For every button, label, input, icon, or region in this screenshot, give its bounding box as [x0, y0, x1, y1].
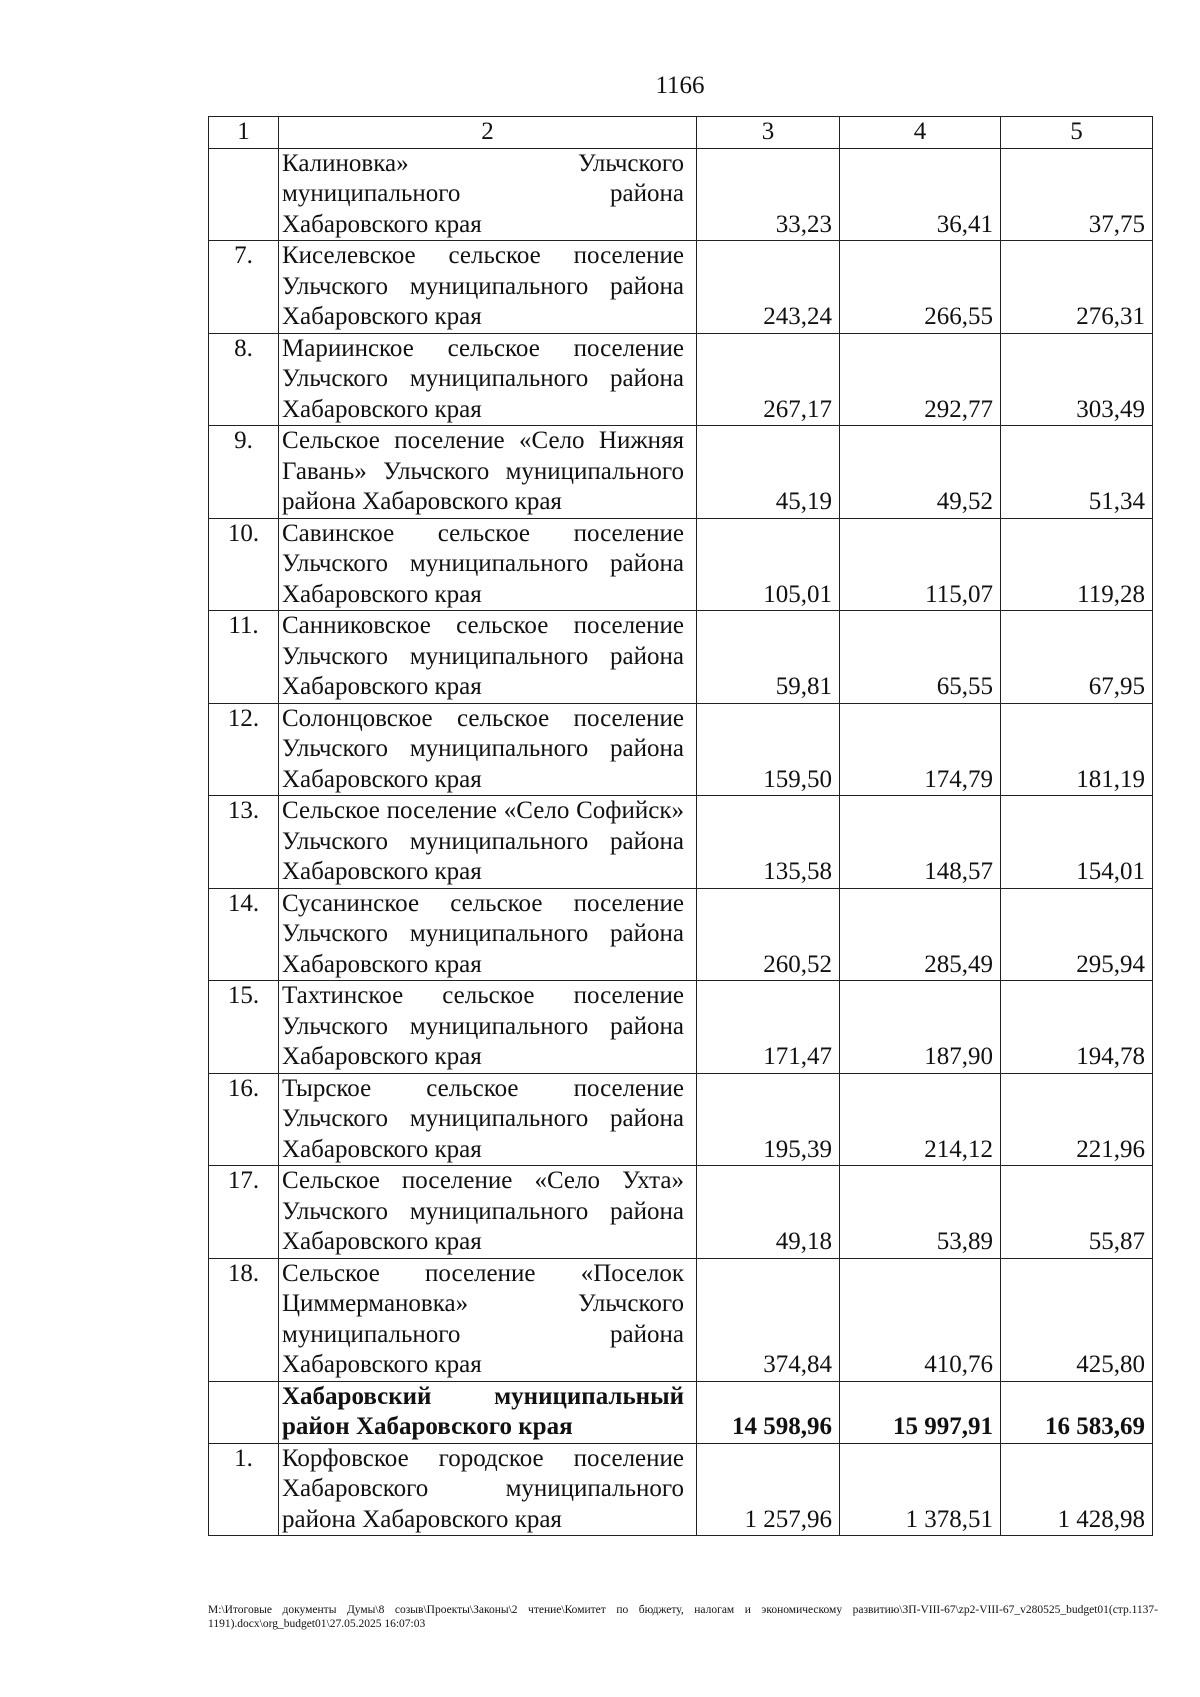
value-col3-cell: 14 598,96 [697, 1381, 840, 1443]
municipality-name-cell: Сельское поселение «Село Софийск» Ульчского муниципального района Хабаровского края [279, 796, 697, 889]
value-col4-cell: 292,77 [840, 333, 1001, 426]
value-col5-cell: 221,96 [1001, 1073, 1153, 1166]
municipality-name-cell: Солонцовское сельское поселение Ульчского муниципального района Хабаровского края [279, 703, 697, 796]
table-row [209, 888, 1153, 981]
row-number-cell: 14. [209, 888, 279, 981]
row-number-cell: 10. [209, 518, 279, 611]
header-cell: 4 [840, 117, 1001, 149]
row-number-cell: 13. [209, 796, 279, 889]
value-col5-cell: 194,78 [1001, 981, 1153, 1074]
row-number-cell: 8. [209, 333, 279, 426]
value-col5-cell: 55,87 [1001, 1166, 1153, 1259]
table-row [209, 1073, 1153, 1166]
row-number-cell: 15. [209, 981, 279, 1074]
table-row [209, 333, 1153, 426]
value-col5-cell: 295,94 [1001, 888, 1153, 981]
value-col5-cell: 51,34 [1001, 426, 1153, 519]
value-col3-cell: 171,47 [697, 981, 840, 1074]
value-col4-cell: 266,55 [840, 241, 1001, 334]
table-row [209, 518, 1153, 611]
value-col4-cell: 36,41 [840, 148, 1001, 241]
value-col4-cell: 15 997,91 [840, 1381, 1001, 1443]
value-col4-cell: 53,89 [840, 1166, 1001, 1259]
value-col3-cell: 33,23 [697, 148, 840, 241]
value-col5-cell: 119,28 [1001, 518, 1153, 611]
table-row [209, 1443, 1153, 1536]
value-col3-cell: 1 257,96 [697, 1443, 840, 1536]
row-number-cell [209, 1381, 279, 1443]
budget-table [208, 116, 1153, 1536]
municipality-name-cell: Тырское сельское поселение Ульчского муниципального района Хабаровского края [279, 1073, 697, 1166]
table-row [209, 1258, 1153, 1381]
value-col5-cell: 67,95 [1001, 611, 1153, 704]
value-col4-cell: 65,55 [840, 611, 1001, 704]
value-col3-cell: 135,58 [697, 796, 840, 889]
municipality-name-cell: Калиновка» Ульчского муниципального района Хабаровского края [279, 148, 697, 241]
value-col4-cell: 115,07 [840, 518, 1001, 611]
value-col5-cell: 1 428,98 [1001, 1443, 1153, 1536]
value-col5-cell: 154,01 [1001, 796, 1153, 889]
page-number: 1166 [655, 72, 705, 99]
value-col3-cell: 243,24 [697, 241, 840, 334]
row-number-cell: 7. [209, 241, 279, 334]
value-col3-cell: 45,19 [697, 426, 840, 519]
table-row [209, 796, 1153, 889]
header-cell: 5 [1001, 117, 1153, 149]
value-col3-cell: 195,39 [697, 1073, 840, 1166]
row-number-cell [209, 148, 279, 241]
municipality-name-cell: Санниковское сельское поселение Ульчского муниципального района Хабаровского края [279, 611, 697, 704]
table-row [209, 981, 1153, 1074]
header-cell: 1 [209, 117, 279, 149]
value-col5-cell: 276,31 [1001, 241, 1153, 334]
header-cell: 2 [279, 117, 697, 149]
file-path-footer: М:\Итоговые документы Думы\8 созыв\Проекты\Законы\2 чтение\Комитет по бюджету, налогам и экономическому развитию\ЗП-VIII-67\zp2-VIII-67_v280525_budget01(стр.1137-1191).docx\org_budget01\27.05.2025 16:07:03 [208, 1604, 1158, 1630]
municipality-name-cell: Мариинское сельское поселение Ульчского муниципального района Хабаровского края [279, 333, 697, 426]
value-col4-cell: 1 378,51 [840, 1443, 1001, 1536]
table-row [209, 703, 1153, 796]
table-total-row [209, 1381, 1153, 1443]
municipality-name-cell: Киселевское сельское поселение Ульчского муниципального района Хабаровского края [279, 241, 697, 334]
row-number-cell: 11. [209, 611, 279, 704]
value-col3-cell: 159,50 [697, 703, 840, 796]
value-col3-cell: 267,17 [697, 333, 840, 426]
value-col4-cell: 285,49 [840, 888, 1001, 981]
municipality-name-cell: Сельское поселение «Поселок Циммермановка» Ульчского муниципального района Хабаровского края [279, 1258, 697, 1381]
value-col3-cell: 59,81 [697, 611, 840, 704]
value-col4-cell: 174,79 [840, 703, 1001, 796]
municipality-name-cell: Сусанинское сельское поселение Ульчского муниципального района Хабаровского края [279, 888, 697, 981]
value-col4-cell: 410,76 [840, 1258, 1001, 1381]
row-number-cell: 17. [209, 1166, 279, 1259]
row-number-cell: 12. [209, 703, 279, 796]
value-col3-cell: 374,84 [697, 1258, 840, 1381]
municipality-name-cell: Корфовское городское поселение Хабаровского муниципального района Хабаровского края [279, 1443, 697, 1536]
value-col4-cell: 187,90 [840, 981, 1001, 1074]
row-number-cell: 1. [209, 1443, 279, 1536]
municipality-name-cell: Сельское поселение «Село Нижняя Гавань» Ульчского муниципального района Хабаровского края [279, 426, 697, 519]
value-col4-cell: 148,57 [840, 796, 1001, 889]
header-cell: 3 [697, 117, 840, 149]
municipality-name-cell: Тахтинское сельское поселение Ульчского муниципального района Хабаровского края [279, 981, 697, 1074]
value-col5-cell: 37,75 [1001, 148, 1153, 241]
value-col5-cell: 181,19 [1001, 703, 1153, 796]
municipality-name-cell: Сельское поселение «Село Ухта» Ульчского муниципального района Хабаровского края [279, 1166, 697, 1259]
municipality-name-cell: Савинское сельское поселение Ульчского муниципального района Хабаровского края [279, 518, 697, 611]
table-row [209, 426, 1153, 519]
row-number-cell: 9. [209, 426, 279, 519]
table-row [209, 148, 1153, 241]
value-col4-cell: 214,12 [840, 1073, 1001, 1166]
value-col5-cell: 16 583,69 [1001, 1381, 1153, 1443]
value-col5-cell: 425,80 [1001, 1258, 1153, 1381]
table-header-row [209, 117, 1153, 149]
table-row [209, 1166, 1153, 1259]
value-col4-cell: 49,52 [840, 426, 1001, 519]
value-col3-cell: 260,52 [697, 888, 840, 981]
value-col3-cell: 105,01 [697, 518, 840, 611]
row-number-cell: 16. [209, 1073, 279, 1166]
value-col3-cell: 49,18 [697, 1166, 840, 1259]
table-row [209, 241, 1153, 334]
value-col5-cell: 303,49 [1001, 333, 1153, 426]
municipality-name-cell: Хабаровский муниципальный район Хабаровского края [279, 1381, 697, 1443]
row-number-cell: 18. [209, 1258, 279, 1381]
table-row [209, 611, 1153, 704]
